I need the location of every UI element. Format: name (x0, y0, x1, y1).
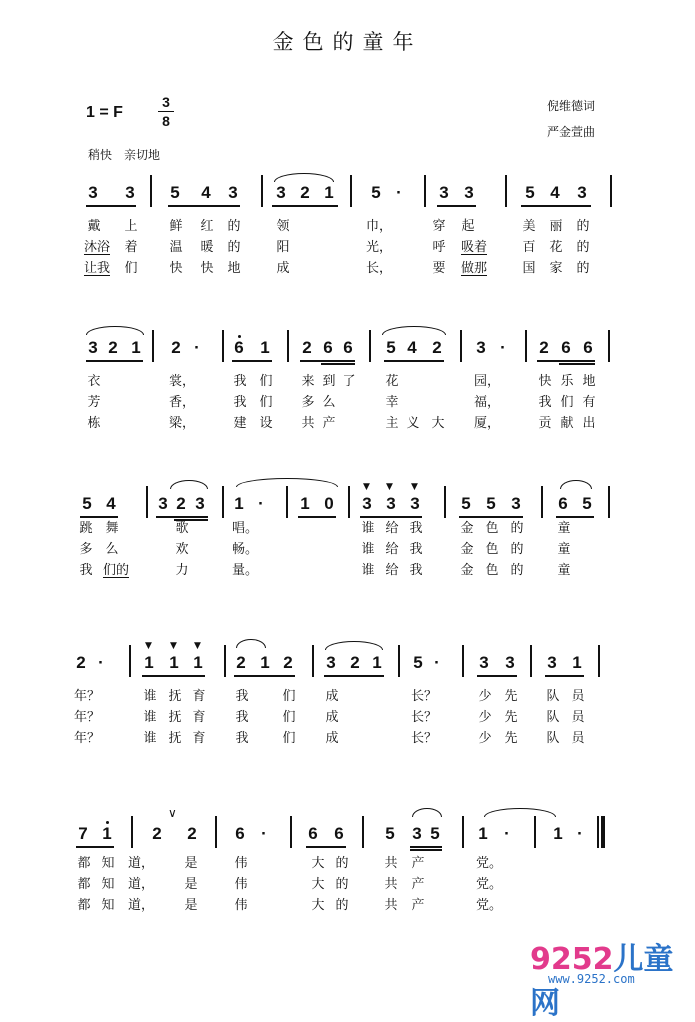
note: 3 (195, 494, 205, 513)
lyric: 的 (576, 240, 590, 255)
lyric: 队 (546, 710, 560, 725)
lyric: 金 (460, 542, 474, 557)
note: 2 (171, 338, 181, 357)
lyric: 们 (282, 689, 296, 704)
lyric: 我 (235, 710, 249, 725)
lyric: 领 (276, 219, 290, 234)
lyric: 伟 (234, 877, 248, 892)
lyric: 献 (560, 416, 574, 431)
note: 3 (577, 183, 587, 202)
note: 1 (102, 824, 112, 843)
note: 3 (439, 183, 449, 202)
lyric: 福， (474, 395, 501, 410)
lyric: 共 (301, 416, 315, 431)
lyric: 知 (101, 856, 115, 871)
lyric: 育 (192, 689, 206, 704)
note: 6 (234, 338, 244, 357)
note-dot: · (434, 653, 440, 672)
note: 3 (479, 653, 489, 672)
note: 6 (561, 338, 571, 357)
lyric: 家 (549, 261, 563, 276)
note: 2 (108, 338, 118, 357)
note: 1 (131, 338, 141, 357)
note-dot: · (577, 824, 583, 843)
lyric: 的 (335, 877, 349, 892)
lyric: 歌 (175, 521, 189, 536)
note: 3 (88, 183, 98, 202)
lyric: 伟 (234, 898, 248, 913)
note: 3 (386, 494, 396, 513)
lyric: 力 (175, 563, 189, 578)
note-dot: · (258, 494, 264, 513)
lyric: 长？ (411, 731, 438, 746)
note: 3 (125, 183, 135, 202)
lyric: 色 (485, 521, 499, 536)
lyric: 贡 (538, 416, 552, 431)
lyric: 温 (169, 240, 183, 255)
lyric: 梁， (169, 416, 196, 431)
lyric: 建 (233, 416, 247, 431)
note: 2 (187, 824, 197, 843)
lyric: 们 (124, 261, 138, 276)
lyric: 我 (233, 374, 247, 389)
note: 3 (464, 183, 474, 202)
lyric: 大 (431, 416, 445, 431)
note: 3 (228, 183, 238, 202)
lyric: 百 (522, 240, 536, 255)
lyric: 的 (227, 240, 241, 255)
lyric: 的 (510, 542, 524, 557)
note: 1 (193, 653, 203, 672)
meter-top: 3 (162, 94, 170, 110)
lyric: 多 (301, 395, 315, 410)
lyric: 的 (227, 219, 241, 234)
lyric: 量。 (232, 563, 259, 578)
note: 4 (201, 183, 211, 202)
lyric: 长， (366, 261, 393, 276)
note: 5 (430, 824, 440, 843)
lyric: 丽 (549, 219, 563, 234)
time-signature (158, 95, 174, 128)
notation-line (0, 330, 695, 370)
lyric: 都 (77, 856, 91, 871)
notation-line (0, 175, 695, 215)
note: 6 (583, 338, 593, 357)
key-signature: 1 = F (86, 104, 123, 121)
note: 1 (478, 824, 488, 843)
lyric: 谁 (361, 542, 375, 557)
note: 2 (350, 653, 360, 672)
lyric: 共 (384, 856, 398, 871)
note: 2 (302, 338, 312, 357)
lyric-verse-3 (0, 559, 695, 579)
lyric: 到 (322, 374, 336, 389)
lyric: 美 (522, 219, 536, 234)
note: 2 (283, 653, 293, 672)
lyric: 谁 (361, 521, 375, 536)
note: 6 (343, 338, 353, 357)
lyric: 花 (549, 240, 563, 255)
note: 5 (486, 494, 496, 513)
lyric: 穿 (432, 219, 446, 234)
lyric: 道， (128, 877, 155, 892)
note: 2 (152, 824, 162, 843)
lyric: 道， (128, 898, 155, 913)
note: 5 (461, 494, 471, 513)
note: 2 (236, 653, 246, 672)
lyric: 地 (582, 374, 596, 389)
lyric: 裳， (169, 374, 196, 389)
lyric: 要 (432, 261, 446, 276)
lyric: 大 (311, 877, 325, 892)
note: 5 (170, 183, 180, 202)
note: 2 (76, 653, 86, 672)
lyric: 们 (560, 395, 574, 410)
note: 1 (324, 183, 334, 202)
lyric: 员 (571, 731, 585, 746)
lyric: 党。 (476, 898, 503, 913)
lyric: 国 (522, 261, 536, 276)
lyric: 是 (184, 898, 198, 913)
lyric: 栋 (87, 416, 101, 431)
note-dot: · (396, 183, 402, 202)
lyric: 快 (538, 374, 552, 389)
note: 1 (144, 653, 154, 672)
lyric-verse-3 (0, 257, 695, 277)
lyric: 育 (192, 710, 206, 725)
lyric: 芳 (87, 395, 101, 410)
lyric: 少 (478, 689, 492, 704)
lyric: 童 (557, 521, 571, 536)
lyric: 员 (571, 710, 585, 725)
lyric: 童 (557, 542, 571, 557)
lyric: 色 (485, 542, 499, 557)
note-dot: · (98, 653, 104, 672)
lyric: 舞 (105, 521, 119, 536)
lyric: 共 (384, 898, 398, 913)
lyric: 乐 (560, 374, 574, 389)
note: 2 (432, 338, 442, 357)
note-dot: · (504, 824, 510, 843)
lyric-verse-1 (0, 517, 695, 537)
note: 1 (372, 653, 382, 672)
lyric-verse-1 (0, 852, 695, 872)
lyric: 阳 (276, 240, 290, 255)
lyric: 童 (557, 563, 571, 578)
lyric: 都 (77, 898, 91, 913)
lyric: 上 (124, 219, 138, 234)
lyric: 抚 (168, 731, 182, 746)
lyric: 年？ (74, 689, 101, 704)
lyric: 出 (582, 416, 596, 431)
lyric: 先 (504, 710, 518, 725)
lyric-verse-3 (0, 894, 695, 914)
note: 3 (410, 494, 420, 513)
lyric: 成 (325, 689, 339, 704)
lyric: 共 (384, 877, 398, 892)
lyric: 起 (461, 219, 475, 234)
lyric-verse-2 (0, 391, 695, 411)
note: 5 (525, 183, 535, 202)
note: 4 (407, 338, 417, 357)
lyric: 少 (478, 710, 492, 725)
note: 3 (511, 494, 521, 513)
lyric: 金 (460, 563, 474, 578)
meter-bottom: 8 (162, 113, 170, 129)
lyric: 给 (385, 521, 399, 536)
lyric: 大 (311, 856, 325, 871)
lyric-verse-1 (0, 685, 695, 705)
lyric: 有 (582, 395, 596, 410)
watermark-text: 儿童网 (530, 942, 674, 1021)
lyric: 员 (571, 689, 585, 704)
note: 0 (324, 494, 334, 513)
lyric: 多 (79, 542, 93, 557)
lyric: 我 (79, 563, 93, 578)
note: 5 (413, 653, 423, 672)
lyric: 成 (325, 731, 339, 746)
note: 1 (572, 653, 582, 672)
lyric: 成 (325, 710, 339, 725)
lyric: 金 (460, 521, 474, 536)
note: 3 (412, 824, 422, 843)
lyric: 我 (409, 563, 423, 578)
lyric: 党。 (476, 856, 503, 871)
note: 3 (88, 338, 98, 357)
lyric: 呼 (432, 240, 446, 255)
lyric: 了 (342, 374, 356, 389)
lyric: 知 (101, 898, 115, 913)
notation-line: 2 · ▼ ▼ ▼ 1 1 1 2 1 2 3 2 1 5 · 3 3 3 1 (0, 645, 695, 685)
lyric: 让我 (83, 261, 110, 276)
lyric: 队 (546, 731, 560, 746)
song-title: 金色的童年 (272, 30, 423, 54)
lyricist-credit: 倪维德词 (546, 99, 595, 113)
note: 6 (235, 824, 245, 843)
lyric-verse-3 (0, 412, 695, 432)
lyric: 育 (192, 731, 206, 746)
note: 5 (371, 183, 381, 202)
note: 1 (234, 494, 244, 513)
note-dot: · (261, 824, 267, 843)
lyric: 是 (184, 856, 198, 871)
lyric: 光， (366, 240, 393, 255)
lyric: 我 (233, 395, 247, 410)
lyric: 们 (282, 710, 296, 725)
lyric: 的 (510, 563, 524, 578)
lyric: 是 (184, 877, 198, 892)
lyric: 戴 (87, 219, 101, 234)
notation-line: 5 4 3 2 3 1 · 1 0 ▼ ▼ ▼ 3 3 3 5 5 3 6 5 (0, 486, 695, 526)
note: 2 (176, 494, 186, 513)
lyric: 主 (385, 416, 399, 431)
lyric: 们 (259, 395, 273, 410)
lyric: 设 (259, 416, 273, 431)
note: 3 (276, 183, 286, 202)
lyric: 幸 (385, 395, 399, 410)
lyric: 谁 (143, 710, 157, 725)
lyric: 党。 (476, 877, 503, 892)
lyric: 吸着 (460, 240, 487, 255)
lyric: 先 (504, 731, 518, 746)
note-dot: · (194, 338, 200, 357)
note: 4 (106, 494, 116, 513)
note: 4 (550, 183, 560, 202)
lyric: 鲜 (169, 219, 183, 234)
lyric: 成 (276, 261, 290, 276)
note: 5 (386, 338, 396, 357)
lyric: 我 (409, 521, 423, 536)
lyric: 年？ (74, 731, 101, 746)
note: 3 (326, 653, 336, 672)
lyric: 沐浴 (83, 240, 110, 255)
note: 3 (158, 494, 168, 513)
lyric: 我 (538, 395, 552, 410)
lyric: 长？ (411, 689, 438, 704)
lyric: 巾， (366, 219, 393, 234)
lyric: 么 (322, 395, 336, 410)
lyric: 们的 (102, 563, 129, 578)
note: 1 (260, 338, 270, 357)
lyric: 抚 (168, 710, 182, 725)
note: 3 (505, 653, 515, 672)
lyric: 都 (77, 877, 91, 892)
lyric: 做那 (460, 261, 487, 276)
lyric: 大 (311, 898, 325, 913)
note: 2 (300, 183, 310, 202)
note: 6 (334, 824, 344, 843)
note-dot: · (500, 338, 506, 357)
note: 3 (362, 494, 372, 513)
note: 3 (476, 338, 486, 357)
watermark-number: 9252 (530, 942, 614, 977)
lyric: 花 (385, 374, 399, 389)
lyric: 快 (169, 261, 183, 276)
lyric: 们 (259, 374, 273, 389)
lyric: 知 (101, 877, 115, 892)
lyric: 义 (406, 416, 420, 431)
lyric: 们 (282, 731, 296, 746)
lyric: 先 (504, 689, 518, 704)
lyric: 产 (322, 416, 336, 431)
note: 6 (558, 494, 568, 513)
lyric: 暖 (200, 240, 214, 255)
lyric: 园， (474, 374, 501, 389)
note: 5 (385, 824, 395, 843)
lyric-verse-2 (0, 873, 695, 893)
watermark-url: www.9252.com (548, 972, 635, 986)
lyric: 产 (411, 877, 425, 892)
lyric: 谁 (361, 563, 375, 578)
lyric: 的 (576, 219, 590, 234)
lyric: 产 (411, 856, 425, 871)
lyric: 么 (105, 542, 119, 557)
notation-line: 7 1 2 ∨ 2 6 · 6 6 5 3 5 1 · 1 · (0, 816, 695, 856)
lyric: 给 (385, 542, 399, 557)
note: 3 (547, 653, 557, 672)
lyric: 的 (335, 898, 349, 913)
note: 6 (323, 338, 333, 357)
lyric: 年？ (74, 710, 101, 725)
lyric: 的 (510, 521, 524, 536)
lyric: 产 (411, 898, 425, 913)
composer-credit: 严金萱曲 (546, 125, 595, 139)
lyric: 队 (546, 689, 560, 704)
lyric: 抚 (168, 689, 182, 704)
note: 1 (300, 494, 310, 513)
note: 2 (539, 338, 549, 357)
lyric: 道， (128, 856, 155, 871)
note: 6 (308, 824, 318, 843)
tempo-marking: 稍快 亲切地 (88, 148, 161, 162)
lyric: 谁 (143, 689, 157, 704)
lyric: 地 (227, 261, 241, 276)
note: 5 (582, 494, 592, 513)
note: 7 (78, 824, 88, 843)
lyric: 伟 (234, 856, 248, 871)
note: 1 (260, 653, 270, 672)
lyric-verse-3 (0, 727, 695, 747)
lyric: 着 (124, 240, 138, 255)
lyric: 我 (235, 731, 249, 746)
lyric: 来 (301, 374, 315, 389)
lyric: 唱。 (232, 521, 259, 536)
note: 1 (553, 824, 563, 843)
lyric: 少 (478, 731, 492, 746)
lyric: 欢 (175, 542, 189, 557)
lyric: 给 (385, 563, 399, 578)
lyric: 跳 (79, 521, 93, 536)
lyric: 的 (576, 261, 590, 276)
lyric: 我 (235, 689, 249, 704)
lyric-verse-2 (0, 236, 695, 256)
lyric-verse-1 (0, 370, 695, 390)
lyric: 我 (409, 542, 423, 557)
lyric: 长？ (411, 710, 438, 725)
lyric: 谁 (143, 731, 157, 746)
lyric: 快 (200, 261, 214, 276)
lyric: 色 (485, 563, 499, 578)
lyric: 畅。 (232, 542, 259, 557)
lyric: 的 (335, 856, 349, 871)
lyric: 红 (200, 219, 214, 234)
lyric-verse-2 (0, 706, 695, 726)
note: 5 (82, 494, 92, 513)
note: 1 (169, 653, 179, 672)
lyric: 香， (169, 395, 196, 410)
lyric: 衣 (87, 374, 101, 389)
lyric: 厦， (474, 416, 501, 431)
lyric-verse-1 (0, 215, 695, 235)
lyric-verse-2 (0, 538, 695, 558)
